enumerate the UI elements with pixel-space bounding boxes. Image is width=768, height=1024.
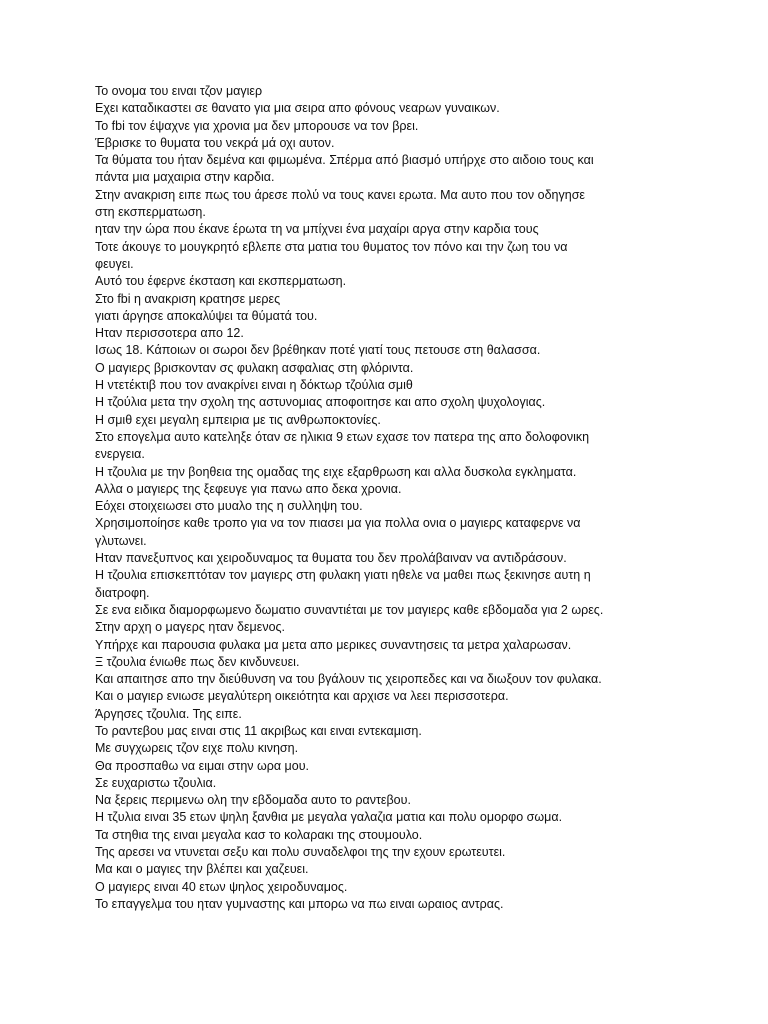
text-line: Το fbi τον έψαχνε για χρονια μα δεν μπορουσε να τον βρει. [95, 118, 419, 133]
text-line: Εόχει στοιχειωσει στο μυαλο της η συλληψη του. [95, 499, 363, 514]
text-line: Άργησες τζουλια. Της ειπε. [95, 706, 242, 721]
text-line: Ηταν πανεξυπνος και χειροδυναμος τα θυματα του δεν προλάβαιναν να αντιδράσουν. [95, 551, 567, 566]
text-line: στη εκσπερματωση. [95, 205, 206, 220]
text-line: φευγει. [95, 256, 134, 271]
text-line: Το ονομα του ειναι τζον μαγιερ [95, 84, 263, 98]
text-line: Τοτε άκουγε το μουγκρητό εβλεπε στα ματια του θυματος τον πόνο και την ζωη του να [95, 239, 568, 254]
text-line: Το επαγγελμα του ηταν γυμναστης και μπορω να πω ειναι ωραιος αντρας. [95, 896, 504, 911]
document-body [95, 83, 735, 913]
text-line: πάντα μια μαχαιρια στην καρδια. [95, 170, 275, 185]
text-line: Αλλα ο μαγιερς της ξεφευγε για πανω απο δεκα χρονια. [95, 481, 402, 496]
text-line: Υπήρχε και παρουσια φυλακα μα μετα απο μερικες συναντησεις τα μετρα χαλαρωσαν. [95, 637, 572, 652]
text-line: ενεργεια. [95, 447, 145, 462]
text-line: Το ραντεβου μας ειναι στις 11 ακριβως και ειναι εντεκαμιση. [95, 723, 422, 738]
text-line: Τα θύματα του ήταν δεμένα και φιμωμένα. Σπέρμα από βιασμό υπήρχε στο αιδοιο τους και [95, 153, 594, 168]
text-line: Θα προσπαθω να ειμαι στην ωρα μου. [95, 758, 310, 773]
text-line: Ξ τζουλια ένιωθε πως δεν κινδυνευει. [95, 654, 300, 669]
text-line: Εχει καταδικαστει σε θανατο για μια σειρα απο φόνους νεαρων γυναικων. [95, 101, 500, 116]
text-line: Στο fbi η ανακριση κρατησε μερες [95, 291, 281, 306]
text-line: Η τζουλια επισκεπτόταν τον μαγιερς στη φυλακη γιατι ηθελε να μαθει πως ξεκινησε αυτη η [95, 568, 591, 583]
text-line: Και απαιτησε απο την διεύθυνση να του βγάλουν τις χειροπεδες και να διωξουν τον φυλακα. [95, 672, 602, 687]
text-line: διατροφη. [95, 585, 150, 600]
text-line: Με συγχωρεις τζον ειχε πολυ κινηση. [95, 741, 299, 756]
text-line: Σε ενα ειδικα διαμορφωμενο δωματιο συναντιέται με τον μαγιερς καθε εβδομαδα για 2 ωρες. [95, 602, 604, 617]
text-line: ηταν την ώρα που έκανε έρωτα τη να μπίχνει ένα μαχαίρι αργα στην καρδια τους [95, 222, 539, 237]
text-line: γλυτωνει. [95, 533, 147, 548]
text-line: Η τζυλια ειναι 35 ετων ψηλη ξανθια με μεγαλα γαλαζια ματια και πολυ ομορφο σωμα. [95, 810, 563, 825]
text-line: Η σμιθ εχει μεγαλη εμπειρια με τις ανθρωποκτονίες. [95, 412, 381, 427]
text-line: Ο μαγιερς βρισκονταν σς φυλακη ασφαλιας στη φλόριντα. [95, 360, 414, 375]
text-line: γιατι άργησε αποκαλύψει τα θύματά του. [95, 308, 318, 323]
text-line: Στην αρχη ο μαγερς ηταν δεμενος. [95, 620, 286, 635]
text-line: Τα στηθια της ειναι μεγαλα κασ το κολαρακι της στουμουλο. [95, 827, 423, 842]
text-line: Στην ανακριση ειπε πως του άρεσε πολύ να τους κανει ερωτα. Μα αυτο που τον οδηγησε [95, 187, 586, 202]
text-line: Ο μαγιερς ειναι 40 ετων ψηλος χειροδυναμος. [95, 879, 348, 894]
text-line: Ηταν περισσοτερα απο 12. [95, 326, 244, 341]
text-line: Και ο μαγιερ ενιωσε μεγαλύτερη οικειότητα και αρχισε να λεει περισσοτερα. [95, 689, 509, 704]
text-line: Η τζουλια με την βοηθεια της ομαδας της ειχε εξαρθρωση και αλλα δυσκολα εγκληματα. [95, 464, 577, 479]
text-line: Αυτό του έφερνε έκσταση και εκσπερματωση. [95, 274, 347, 289]
text-line: Η τζούλια μετα την σχολη της αστυνομιας αποφοιτησε και απο σχολη ψυχολογιας. [95, 395, 546, 410]
text-line: Να ξερεις περιμενω ολη την εβδομαδα αυτο το ραντεβου. [95, 793, 411, 808]
text-line: Σε ευχαριστω τζουλια. [95, 775, 217, 790]
text-line: Χρησιμοποίησε καθε τροπο για να τον πιασει μα για πολλα ονια ο μαγιερς καταφερνε να [95, 516, 581, 531]
text-line: Μα και ο μαγιες την βλέπει και χαζευει. [95, 862, 309, 877]
text-line: Της αρεσει να ντυνεται σεξυ και πολυ συναδελφοι της την εχουν ερωτευτει. [95, 845, 506, 860]
text-line: Η ντετέκτιβ που τον ανακρίνει ειναι η δόκτωρ τζούλια σμιθ [95, 378, 413, 393]
text-line: Έβρισκε το θυματα του νεκρά μά οχι αυτον. [95, 135, 335, 150]
text-line: Ισως 18. Κάποιων οι σωροι δεν βρέθηκαν ποτέ γιατί τους πετουσε στη θαλασσα. [95, 343, 541, 358]
text-line: Στο επογελμα αυτο κατεληξε όταν σε ηλικια 9 ετων εχασε τον πατερα της απο δολοφονικη [95, 429, 590, 444]
